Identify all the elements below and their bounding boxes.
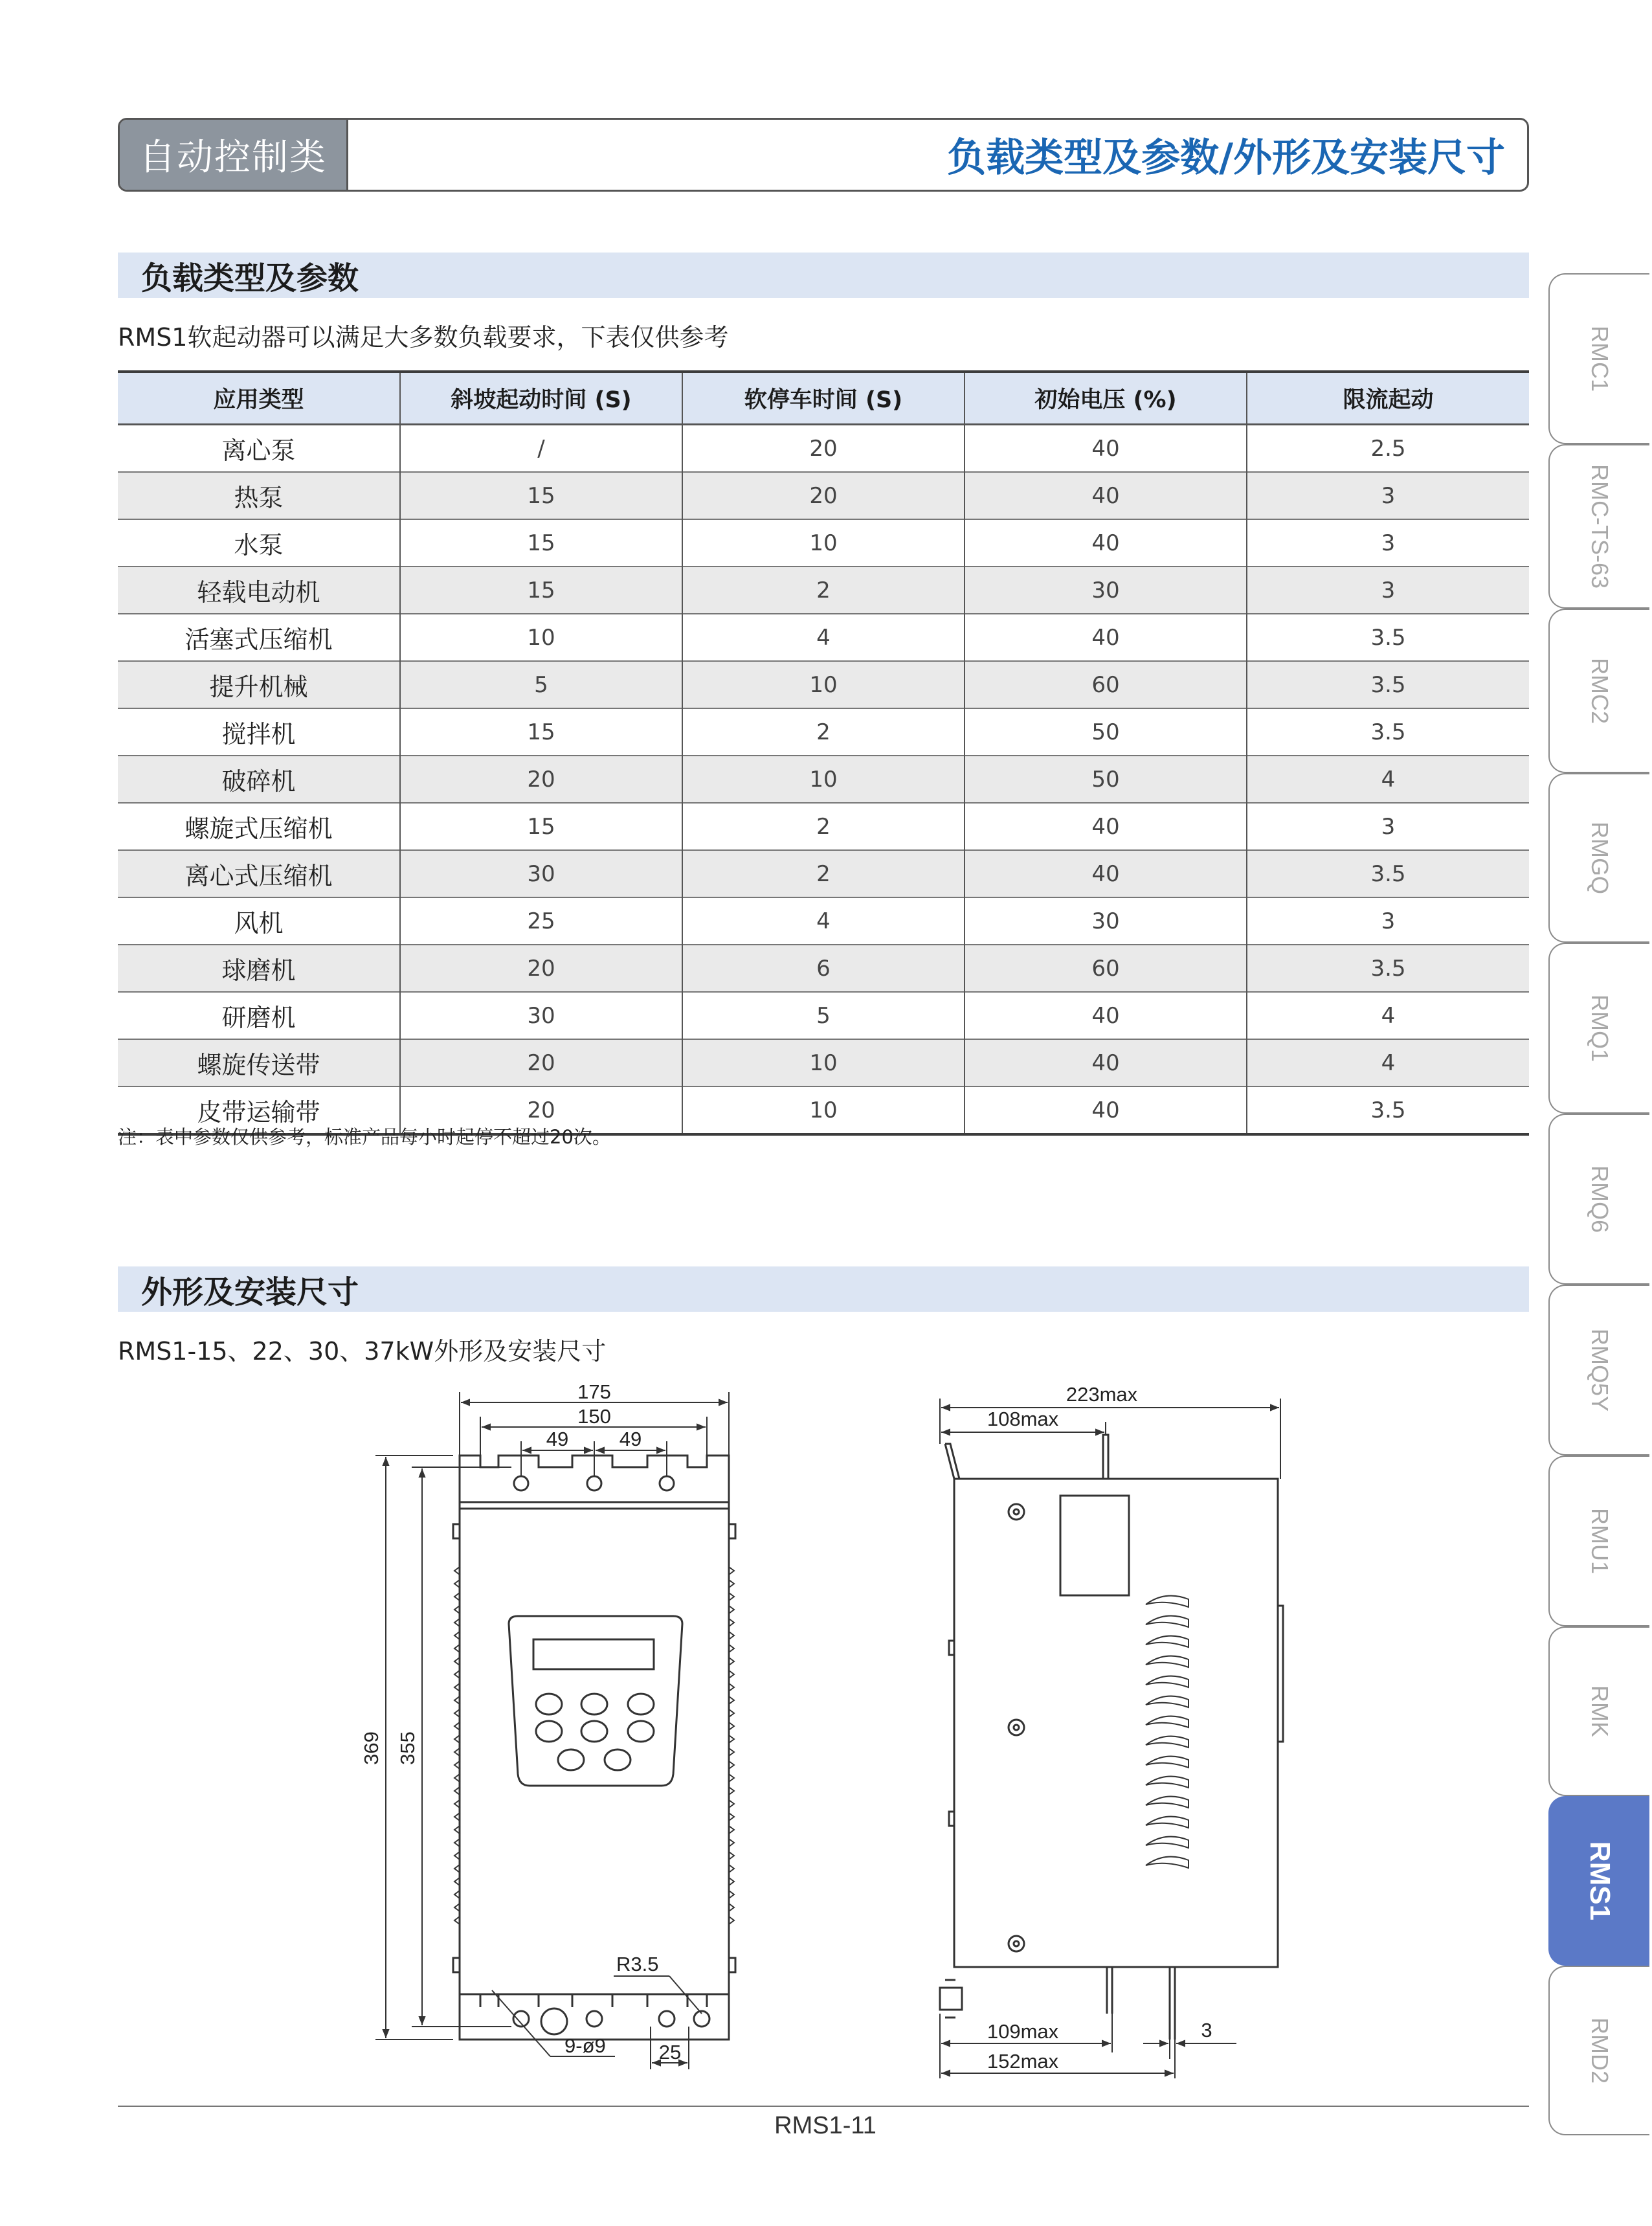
dim-depth-bottom-1: 109max <box>987 2020 1059 2043</box>
table-cell: 30 <box>400 992 682 1039</box>
application-type-cell: 离心式压缩机 <box>118 850 400 897</box>
dim-terminal-pitch: 25 <box>658 2041 682 2063</box>
tab-rmc1[interactable] <box>1548 273 1649 444</box>
dim-height-overall: 369 <box>360 1731 383 1765</box>
vent-slot <box>1146 1817 1189 1828</box>
table-cell: 3.5 <box>1247 1086 1529 1134</box>
application-type-cell: 螺旋式压缩机 <box>118 803 400 850</box>
vent-slot <box>1146 1777 1189 1788</box>
table-cell: 15 <box>400 708 682 756</box>
table-cell: 3 <box>1247 567 1529 614</box>
tab-label: RMD2 <box>1586 2017 1613 2084</box>
side-vent-slots <box>1146 1596 1189 1868</box>
application-type-cell: 活塞式压缩机 <box>118 614 400 661</box>
vent-slot <box>1146 1616 1189 1627</box>
dim-depth-bottom-2: 152max <box>987 2050 1059 2073</box>
table-cell: 10 <box>400 614 682 661</box>
page-title: 负载类型及参数/外形及安装尺寸 <box>947 135 1505 181</box>
table-cell: 5 <box>400 661 682 708</box>
table-cell: 3 <box>1247 472 1529 519</box>
application-type-cell: 提升机械 <box>118 661 400 708</box>
column-header: 斜坡起动时间 (S) <box>400 372 682 425</box>
column-header: 限流起动 <box>1247 372 1529 425</box>
table-cell: 10 <box>682 661 965 708</box>
dim-depth-max: 223max <box>1066 1383 1138 1406</box>
side-view-drawing <box>940 1399 1283 2078</box>
table-cell: 2 <box>682 803 965 850</box>
tab-label: RMC2 <box>1586 657 1613 725</box>
table-cell: 10 <box>682 1086 965 1134</box>
table-cell: 40 <box>965 519 1247 567</box>
vent-slot <box>1146 1676 1189 1687</box>
footer-divider <box>118 2106 1529 2107</box>
table-cell: 4 <box>1247 1039 1529 1086</box>
tab-rmq6[interactable] <box>1548 1114 1649 1285</box>
vent-slot <box>1146 1716 1189 1727</box>
vent-slot <box>1146 1757 1189 1768</box>
load-section-intro: RMS1软起动器可以满足大多数负载要求，下表仅供参考 <box>118 323 729 352</box>
application-type-cell: 破碎机 <box>118 756 400 803</box>
table-cell: 60 <box>965 661 1247 708</box>
column-header: 应用类型 <box>118 372 400 425</box>
application-type-cell: 风机 <box>118 897 400 945</box>
dim-width-holes: 150 <box>577 1405 611 1428</box>
table-cell: 50 <box>965 708 1247 756</box>
table-cell: 10 <box>682 756 965 803</box>
category-label: 自动控制类 <box>120 120 348 190</box>
vent-slot <box>1146 1636 1189 1647</box>
tab-rmq5y[interactable] <box>1548 1285 1649 1456</box>
application-type-cell: 螺旋传送带 <box>118 1039 400 1086</box>
table-cell: 20 <box>400 1086 682 1134</box>
tab-rmgq[interactable] <box>1548 773 1649 943</box>
table-cell: 2.5 <box>1247 425 1529 473</box>
table-cell: 4 <box>1247 756 1529 803</box>
tab-rmq1[interactable] <box>1548 943 1649 1114</box>
tab-label: RMGQ <box>1587 822 1613 894</box>
dim-gap: 3 <box>1201 2019 1212 2041</box>
vent-slot <box>1146 1656 1189 1667</box>
table-cell: 30 <box>965 897 1247 945</box>
table-cell: 4 <box>682 614 965 661</box>
dim-width-overall: 175 <box>577 1380 611 1403</box>
table-cell: 20 <box>400 1039 682 1086</box>
application-type-cell: 轻载电动机 <box>118 567 400 614</box>
table-cell: 6 <box>682 945 965 992</box>
application-type-cell: 球磨机 <box>118 945 400 992</box>
front-cooling-fins <box>454 1567 734 1924</box>
column-header: 软停车时间 (S) <box>682 372 965 425</box>
table-cell: 40 <box>965 850 1247 897</box>
application-type-cell: 研磨机 <box>118 992 400 1039</box>
tab-rmd2[interactable] <box>1548 1966 1649 2135</box>
table-cell: 60 <box>965 945 1247 992</box>
page-number: RMS1-11 <box>774 2112 876 2139</box>
table-cell: 40 <box>965 1039 1247 1086</box>
table-cell: 3 <box>1247 803 1529 850</box>
tab-label: RMC1 <box>1586 325 1613 392</box>
table-cell: 3.5 <box>1247 945 1529 992</box>
load-section-title: 负载类型及参数 <box>118 253 1529 298</box>
table-cell: 25 <box>400 897 682 945</box>
table-cell: 30 <box>965 567 1247 614</box>
table-cell: 2 <box>682 708 965 756</box>
table-cell: 5 <box>682 992 965 1039</box>
application-type-cell: 离心泵 <box>118 425 400 473</box>
vent-slot <box>1146 1797 1189 1808</box>
application-type-cell: 热泵 <box>118 472 400 519</box>
dimension-section-title: 外形及安装尺寸 <box>118 1266 1529 1312</box>
table-cell: 15 <box>400 567 682 614</box>
tab-rmu1[interactable] <box>1548 1456 1649 1626</box>
table-cell: 20 <box>682 472 965 519</box>
table-cell: 3.5 <box>1247 708 1529 756</box>
tab-label: RMQ6 <box>1586 1165 1613 1233</box>
table-cell: 40 <box>965 472 1247 519</box>
table-cell: 4 <box>1247 992 1529 1039</box>
table-cell: 3 <box>1247 897 1529 945</box>
vent-slot <box>1146 1857 1189 1868</box>
table-note: 注：表中参数仅供参考，标准产品每小时起停不超过20次。 <box>118 1126 611 1148</box>
table-cell: 40 <box>965 803 1247 850</box>
table-cell: 15 <box>400 519 682 567</box>
vent-slot <box>1146 1837 1189 1848</box>
table-cell: 20 <box>400 756 682 803</box>
dim-pitch-right: 49 <box>619 1428 642 1450</box>
table-cell: 10 <box>682 1039 965 1086</box>
dim-radius: R3.5 <box>616 1953 659 1975</box>
table-cell: 3.5 <box>1247 614 1529 661</box>
vent-slot <box>1146 1696 1189 1707</box>
table-cell: 20 <box>682 425 965 473</box>
tab-label: RMC-TS-63 <box>1587 464 1614 589</box>
tab-label: RMQ5Y <box>1587 1328 1613 1412</box>
table-cell: 3.5 <box>1247 850 1529 897</box>
column-header: 初始电压 (%) <box>965 372 1247 425</box>
tab-label: RMU1 <box>1586 1507 1613 1575</box>
application-type-cell: 皮带运输带 <box>118 1086 400 1134</box>
vent-slot <box>1146 1596 1189 1607</box>
front-view-drawing <box>375 1392 735 2069</box>
vent-slot <box>1146 1737 1189 1748</box>
tab-rmc2[interactable] <box>1548 609 1649 773</box>
table-cell: 50 <box>965 756 1247 803</box>
table-cell: 3.5 <box>1247 661 1529 708</box>
table-cell: 15 <box>400 472 682 519</box>
tab-rms1[interactable] <box>1548 1796 1649 1966</box>
tab-rmk[interactable] <box>1548 1626 1649 1796</box>
table-cell: 40 <box>965 614 1247 661</box>
table-cell: 40 <box>965 992 1247 1039</box>
table-cell: 30 <box>400 850 682 897</box>
dim-pitch-left: 49 <box>546 1428 569 1450</box>
application-type-cell: 水泵 <box>118 519 400 567</box>
table-cell: / <box>400 425 682 473</box>
table-cell: 40 <box>965 425 1247 473</box>
dimension-section-intro: RMS1-15、22、30、37kW外形及安装尺寸 <box>118 1337 607 1366</box>
table-cell: 3 <box>1247 519 1529 567</box>
dim-depth-top: 108max <box>987 1408 1059 1430</box>
tab-rmc-ts-63[interactable] <box>1548 444 1649 609</box>
dim-height-holes: 355 <box>396 1731 419 1765</box>
tab-label: RMQ1 <box>1586 994 1613 1062</box>
table-cell: 20 <box>400 945 682 992</box>
table-cell: 2 <box>682 567 965 614</box>
table-cell: 15 <box>400 803 682 850</box>
table-cell: 40 <box>965 1086 1247 1134</box>
tab-label: RMK <box>1587 1685 1613 1737</box>
application-type-cell: 搅拌机 <box>118 708 400 756</box>
table-cell: 4 <box>682 897 965 945</box>
table-cell: 10 <box>682 519 965 567</box>
dim-mounting-holes: 9-ø9 <box>564 2034 606 2057</box>
tab-label: RMS1 <box>1584 1841 1616 1921</box>
table-cell: 2 <box>682 850 965 897</box>
